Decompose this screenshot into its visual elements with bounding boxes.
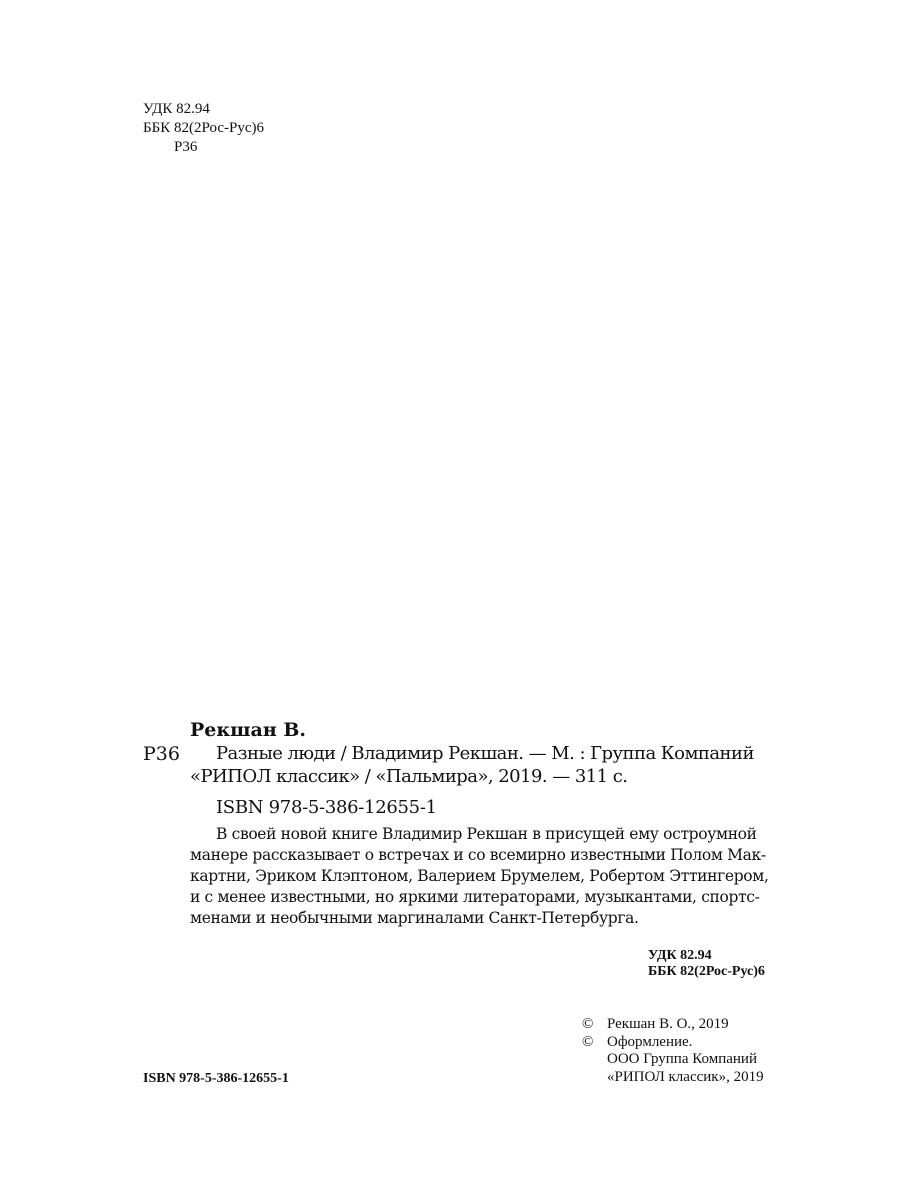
- isbn-bottom: ISBN 978-5-386-12655-1: [143, 1071, 289, 1086]
- annotation-line: В своей новой книге Владимир Рекшан в присущей ему остроумной: [216, 825, 757, 843]
- copyright-symbol: ©: [582, 1033, 594, 1050]
- annotation-line: картни, Эриком Клэптоном, Валерием Брумелем, Робертом Эттингером,: [190, 867, 769, 885]
- author-heading: Рекшан В.: [190, 719, 307, 741]
- bibliographic-line-1: Разные люди / Владимир Рекшан. — М. : Группа Компаний: [216, 743, 754, 764]
- bibliographic-line-2: «РИПОЛ классик» / «Пальмира», 2019. — 311 с.: [190, 766, 628, 787]
- annotation-line: манере рассказывает о встречах и со всемирно известными Полом Мак-: [190, 846, 766, 864]
- author-sign: Р36: [143, 743, 180, 765]
- copyright-row: [582, 1016, 764, 1034]
- annotation: [190, 824, 774, 929]
- annotation-line: менами и необычными маргиналами Санкт-Петербурга.: [190, 909, 639, 927]
- copyright-symbol: ©: [582, 1016, 594, 1032]
- copyright-design: Оформление.: [607, 1033, 693, 1050]
- copyright-publisher-year: «РИПОЛ классик», 2019: [607, 1068, 764, 1085]
- bbk-code-top: ББК 82(2Рос-Рус)6: [143, 120, 264, 136]
- copyright-author: Рекшан В. О., 2019: [607, 1016, 729, 1032]
- copyright-row: [582, 1051, 764, 1069]
- copyright-block: [582, 1016, 764, 1086]
- udk-code-right: УДК 82.94: [648, 948, 712, 963]
- bbk-code-right: ББК 82(2Рос-Рус)6: [648, 964, 765, 979]
- author-sign-top: Р36: [174, 139, 198, 155]
- annotation-line: и с менее известными, но яркими литераторами, музыкантами, спортс-: [190, 888, 760, 906]
- isbn-record: ISBN 978-5-386-12655-1: [216, 797, 437, 818]
- copyright-row: [582, 1069, 764, 1087]
- copyright-row: [582, 1034, 764, 1052]
- udk-code-top: УДК 82.94: [143, 101, 210, 117]
- copyright-publisher: ООО Группа Компаний: [607, 1051, 757, 1067]
